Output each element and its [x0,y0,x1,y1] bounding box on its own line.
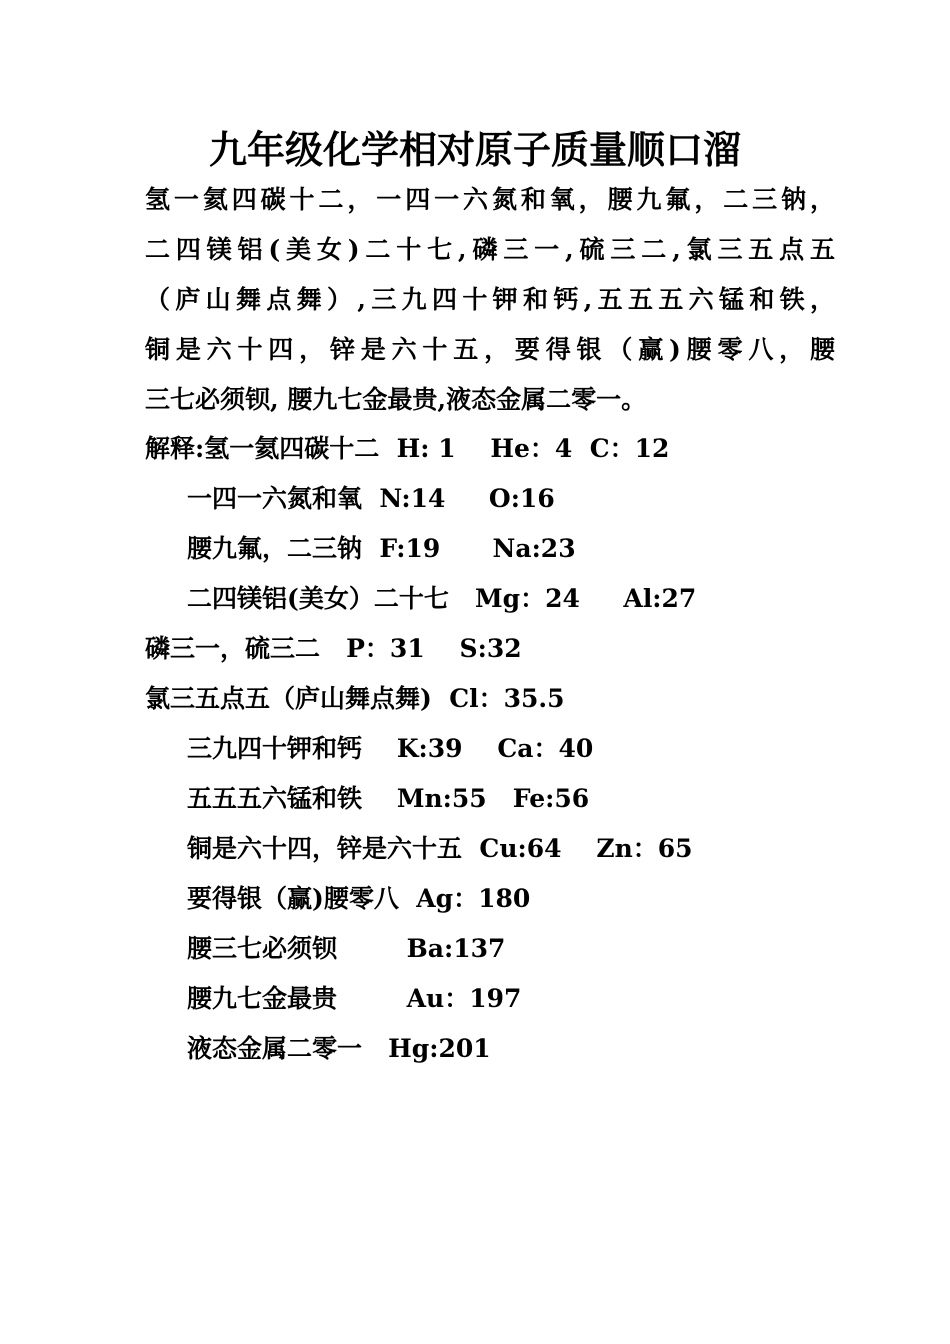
atomic-mass-values: F:19 Na:23 [362,534,576,563]
verse-line: 二四镁铝(美女)二十七,磷三一,硫三二,氯三五点五 [145,235,835,264]
explanation-row [145,774,845,824]
explanation-row [145,1024,845,1074]
explanation-row [145,974,845,1024]
atomic-mass-values: P：31 S:32 [320,634,522,663]
mnemonic-phrase: 液态金属二零一 [187,1034,363,1063]
verse-line: 氢一氦四碳十二，一四一六氮和氧，腰九氟，二三钠， [145,185,835,214]
mnemonic-phrase: 氯三五点五（庐山舞点舞) [145,684,432,713]
mnemonic-phrase: 一四一六氮和氧 [187,484,363,513]
mnemonic-phrase: 三九四十钾和钙 [187,734,363,763]
mnemonic-phrase: 要得银（赢)腰零八 [187,884,399,913]
verse-line: （庐山舞点舞）,三九四十钾和钙,五五五六锰和铁， [145,285,835,314]
mnemonic-phrase: 腰三七必须钡 [187,934,338,963]
explanation-row [145,474,845,524]
atomic-mass-values: N:14 O:16 [362,484,555,513]
mnemonic-phrase: 解释:氢一氦四碳十二 [145,434,380,463]
atomic-mass-values: Ag：180 [398,884,531,913]
atomic-mass-values: Cl：35.5 [431,684,565,713]
explanation-list [145,424,845,1074]
explanation-row [145,424,845,474]
explanation-row [145,674,845,724]
verse-line: 铜是六十四，锌是六十五，要得银（赢)腰零八，腰 [145,335,835,364]
mnemonic-phrase: 铜是六十四，锌是六十五 [187,834,463,863]
mnemonic-phrase: 五五五六锰和铁 [187,784,363,813]
atomic-mass-values: Mn:55 Fe:56 [362,784,590,813]
atomic-mass-values: Cu:64 Zn：65 [462,834,693,863]
explanation-row [145,824,845,874]
mnemonic-phrase: 二四镁铝(美女）二十七 [187,584,449,613]
explanation-row [145,524,845,574]
document-title: 九年级化学相对原子质量顺口溜 [208,127,741,172]
atomic-mass-values: K:39 Ca：40 [362,734,594,763]
mnemonic-phrase: 腰九七金最贵 [187,984,338,1013]
atomic-mass-values: Mg：24 Al:27 [448,584,697,613]
mnemonic-phrase: 腰九氟，二三钠 [187,534,363,563]
atomic-mass-values: H: 1 He：4 C：12 [379,434,670,463]
verse-line: 三七必须钡, 腰九七金最贵,液态金属二零一。 [145,385,647,414]
explanation-row [145,574,845,624]
explanation-row [145,624,845,674]
atomic-mass-values: Au：197 [337,984,522,1013]
atomic-mass-values: Ba:137 [337,934,506,963]
atomic-mass-values: Hg:201 [362,1034,491,1063]
mnemonic-verse [145,175,835,425]
explanation-row [145,924,845,974]
explanation-row [145,874,845,924]
mnemonic-phrase: 磷三一，硫三二 [145,634,321,663]
explanation-row [145,724,845,774]
